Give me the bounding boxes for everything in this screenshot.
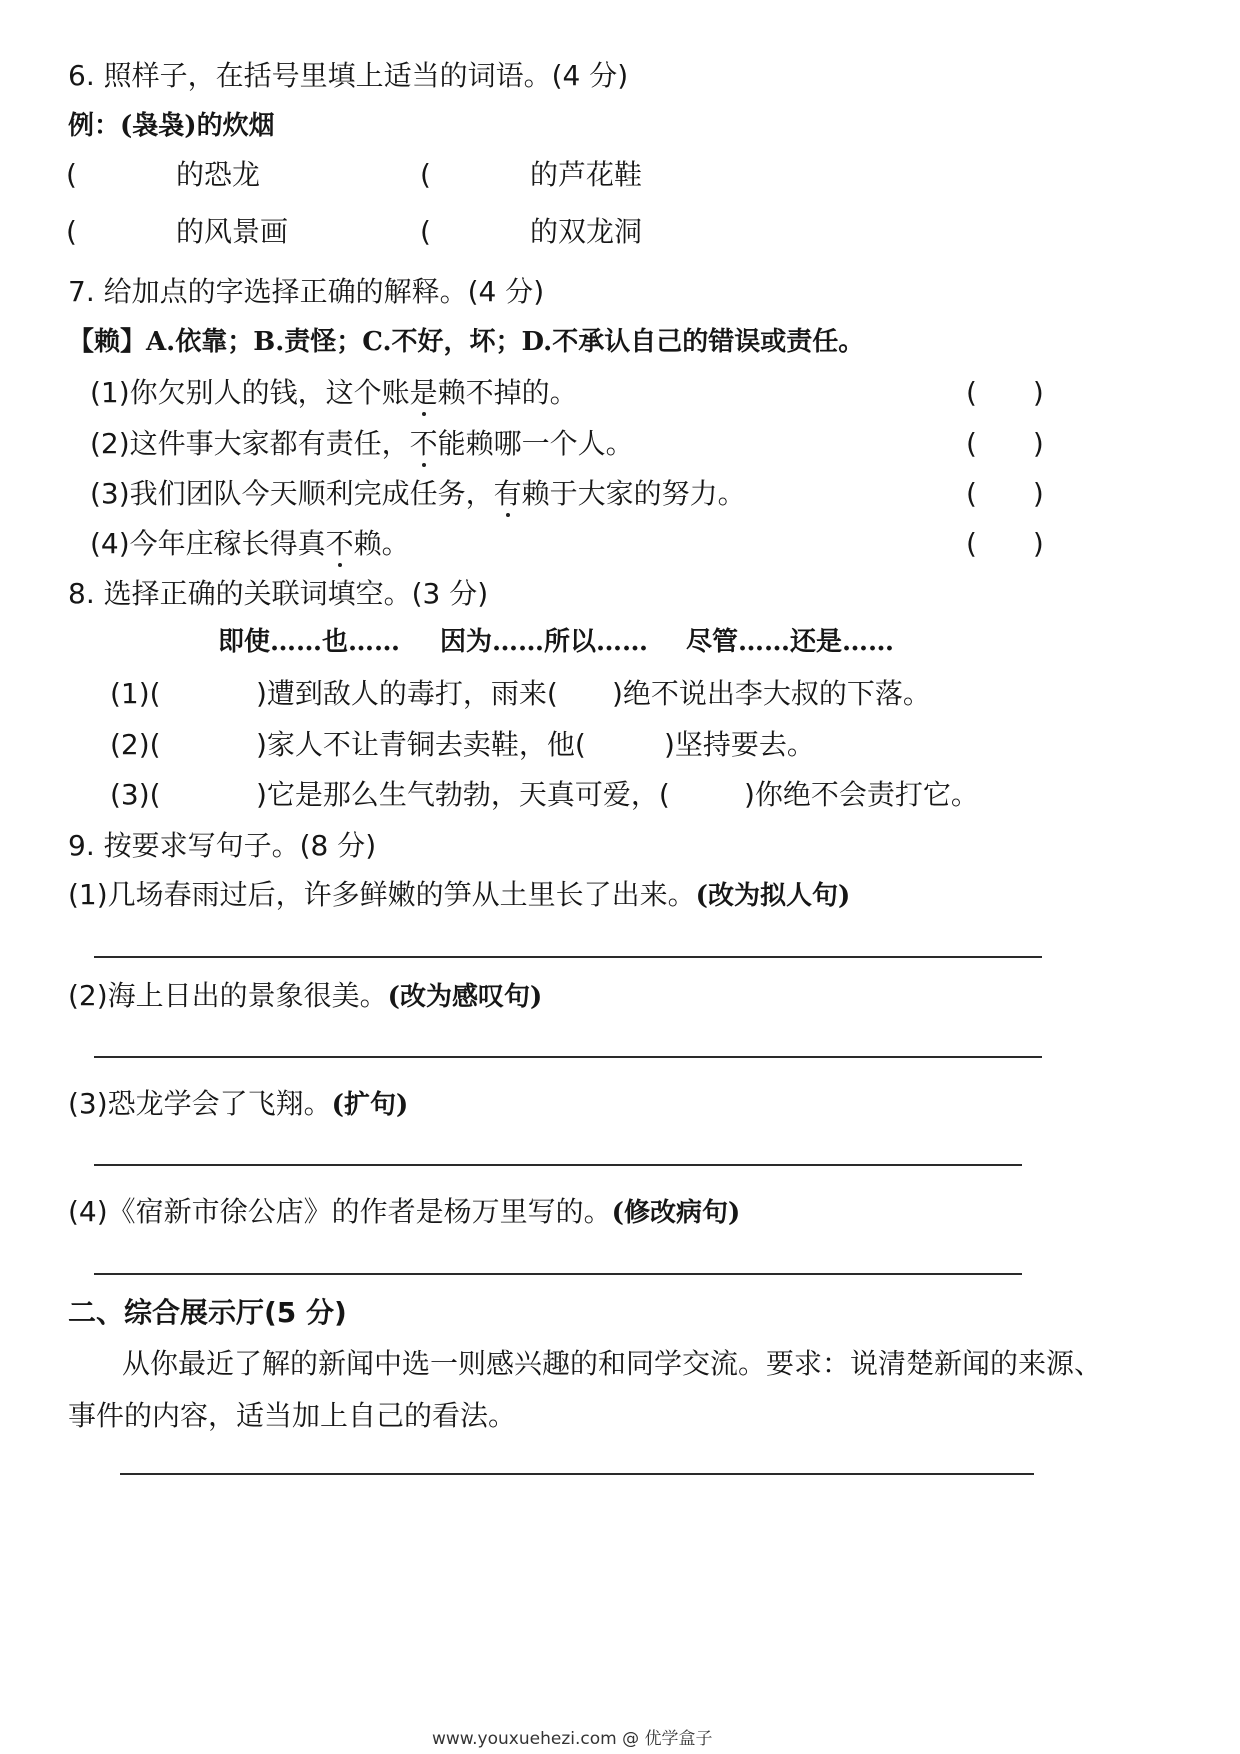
q7-answer-2[interactable]: ( ) xyxy=(966,427,1044,460)
section2-line-1: 从你最近了解的新闻中选一则感兴趣的和同学交流。要求：说清楚新闻的来源、 xyxy=(122,1347,1103,1380)
emphasis-dot xyxy=(338,563,342,567)
q9-item-1 xyxy=(68,875,850,916)
q9-item-2 xyxy=(68,976,542,1017)
q9-item-2-text: (2)海上日出的景象很美。 xyxy=(68,979,388,1012)
answer-line-3[interactable] xyxy=(94,1164,1022,1166)
q6-item-2: 的芦花鞋 xyxy=(530,158,643,191)
q8-item-2-end: )坚持要去。 xyxy=(664,728,815,761)
q6-title: 6. 照样子，在括号里填上适当的词语。(4 分) xyxy=(68,59,629,92)
q8-choice-2: 因为……所以…… xyxy=(440,627,649,657)
answer-line-2[interactable] xyxy=(94,1056,1042,1058)
q8-item-1-end: )绝不说出李大叔的下落。 xyxy=(612,677,931,710)
q6-blank-1[interactable]: ( xyxy=(66,158,77,191)
answer-line-1[interactable] xyxy=(94,956,1042,958)
q7-item-4: (4)今年庄稼长得真不赖。 xyxy=(90,527,410,560)
q6-blank-4[interactable]: ( xyxy=(420,215,431,248)
q9-title: 9. 按要求写句子。(8 分) xyxy=(68,829,377,862)
emphasis-dot xyxy=(422,412,426,416)
q8-item-1-mid[interactable]: )遭到敌人的毒打，雨来( xyxy=(256,677,558,710)
answer-line-5[interactable] xyxy=(120,1473,1034,1475)
emphasis-dot xyxy=(506,513,510,517)
q6-blank-3[interactable]: ( xyxy=(66,215,77,248)
q8-item-1-num[interactable]: (1)( xyxy=(110,677,161,710)
q9-item-2-req: (改为感叹句) xyxy=(387,982,543,1012)
section2-line-2: 事件的内容，适当加上自己的看法。 xyxy=(68,1399,517,1432)
q9-item-4 xyxy=(68,1192,740,1233)
q8-choice-1: 即使……也…… xyxy=(218,627,401,657)
q8-item-3-end: )你绝不会责打它。 xyxy=(744,778,979,811)
q6-item-4: 的双龙洞 xyxy=(530,215,643,248)
q7-answer-4[interactable]: ( ) xyxy=(966,527,1044,560)
q7-item-2: (2)这件事大家都有责任，不能赖哪一个人。 xyxy=(90,427,634,460)
q7-answer-3[interactable]: ( ) xyxy=(966,477,1044,510)
q6-example: 例：(袅袅)的炊烟 xyxy=(68,111,275,141)
section2-title: 二、综合展示厅(5 分) xyxy=(68,1296,347,1329)
q9-item-1-req: (改为拟人句) xyxy=(695,881,851,911)
emphasis-dot xyxy=(422,463,426,467)
q9-item-3-req: (扩句) xyxy=(331,1090,409,1120)
q9-item-1-text: (1)几场春雨过后，许多鲜嫩的笋从土里长了出来。 xyxy=(68,878,696,911)
q9-item-3-text: (3)恐龙学会了飞翔。 xyxy=(68,1087,332,1120)
q6-blank-2[interactable]: ( xyxy=(420,158,431,191)
q8-item-3-num[interactable]: (3)( xyxy=(110,778,161,811)
q7-item-1: (1)你欠别人的钱，这个账是赖不掉的。 xyxy=(90,376,578,409)
q8-title: 8. 选择正确的关联词填空。(3 分) xyxy=(68,577,489,610)
q9-item-4-text: (4)《宿新市徐公店》的作者是杨万里写的。 xyxy=(68,1195,612,1228)
q7-options: 【赖】A.依靠；B.责怪；C.不好，坏；D.不承认自己的错误或责任。 xyxy=(68,327,865,357)
footer-watermark: www.youxuehezi.com @ 优学盒子 xyxy=(432,1729,713,1749)
answer-line-4[interactable] xyxy=(94,1273,1022,1275)
q8-choice-3: 尽管……还是…… xyxy=(686,627,895,657)
q6-item-1: 的恐龙 xyxy=(176,158,261,191)
q8-item-2-mid[interactable]: )家人不让青铜去卖鞋，他( xyxy=(256,728,586,761)
q7-title: 7. 给加点的字选择正确的解释。(4 分) xyxy=(68,275,545,308)
q8-item-2-num[interactable]: (2)( xyxy=(110,728,161,761)
q7-item-3: (3)我们团队今天顺利完成任务，有赖于大家的努力。 xyxy=(90,477,746,510)
q9-item-3 xyxy=(68,1084,408,1125)
q9-item-4-req: (修改病句) xyxy=(611,1198,741,1228)
q7-answer-1[interactable]: ( ) xyxy=(966,376,1044,409)
q8-item-3-mid[interactable]: )它是那么生气勃勃，天真可爱，( xyxy=(256,778,670,811)
q6-item-3: 的风景画 xyxy=(176,215,289,248)
